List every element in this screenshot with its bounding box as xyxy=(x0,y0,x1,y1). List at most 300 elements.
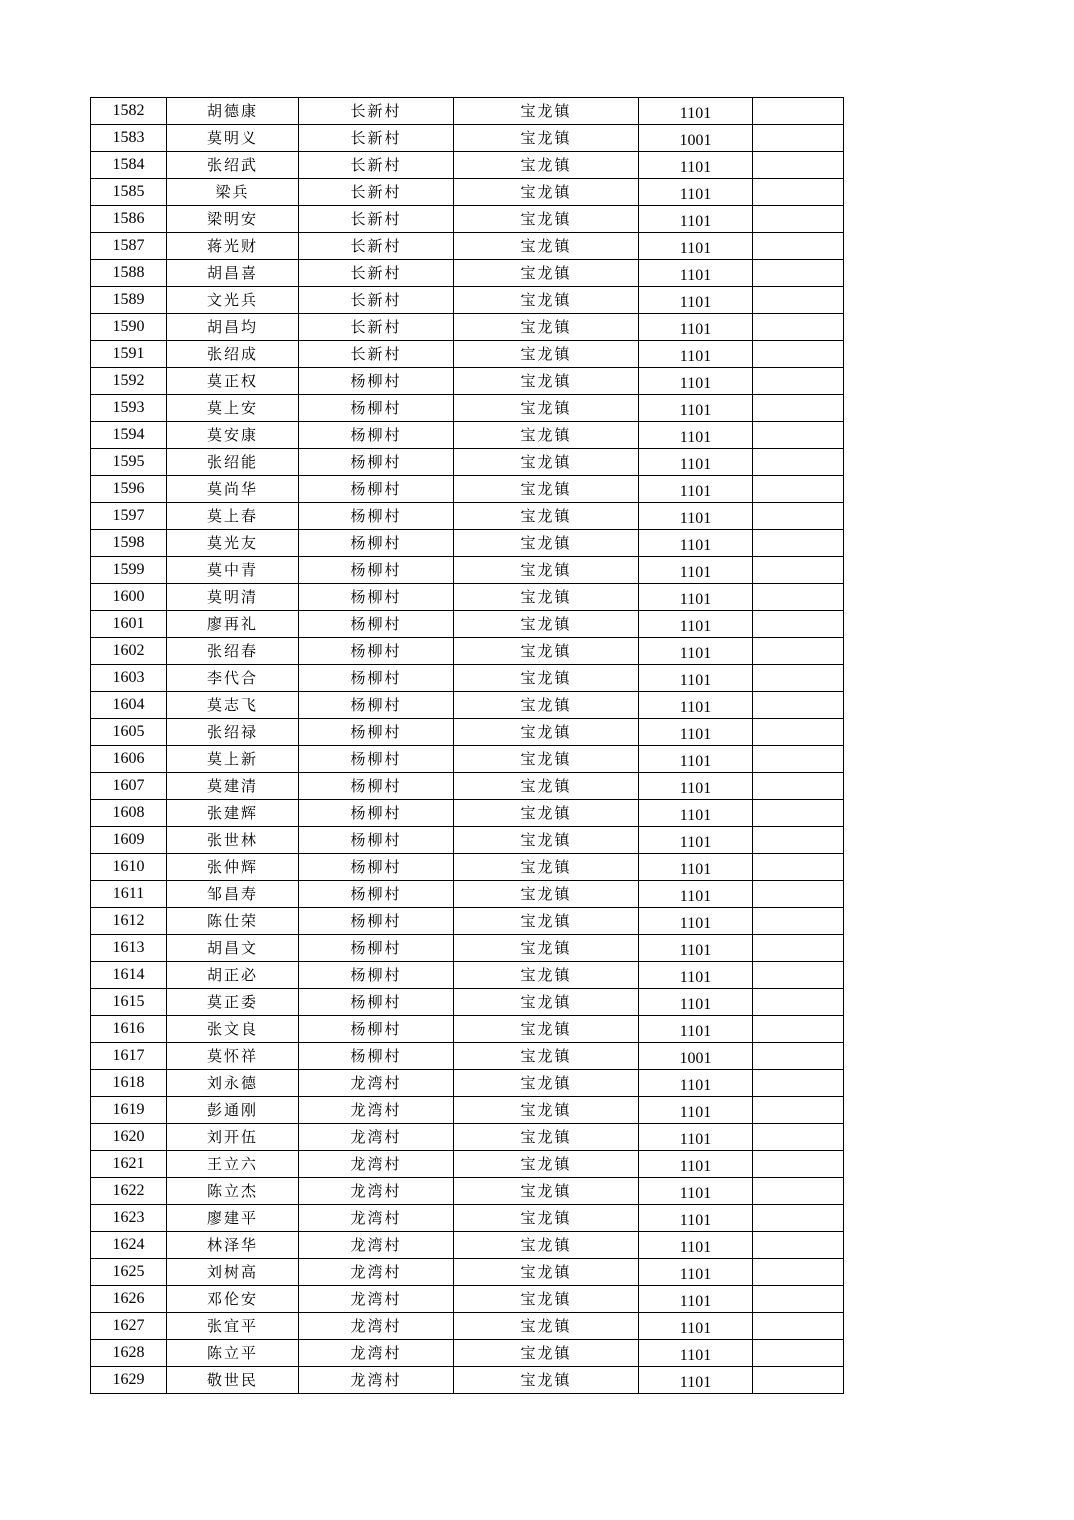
town-cell: 宝龙镇 xyxy=(454,692,639,719)
code-cell: 1001 xyxy=(639,1043,753,1070)
row-number-cell: 1615 xyxy=(91,989,167,1016)
name-cell: 莫尚华 xyxy=(167,476,299,503)
code-cell: 1101 xyxy=(639,989,753,1016)
row-number-cell: 1587 xyxy=(91,233,167,260)
name-cell: 莫上安 xyxy=(167,395,299,422)
town-cell: 宝龙镇 xyxy=(454,827,639,854)
name-cell: 莫正委 xyxy=(167,989,299,1016)
town-cell: 宝龙镇 xyxy=(454,908,639,935)
village-cell: 长新村 xyxy=(299,152,454,179)
village-cell: 龙湾村 xyxy=(299,1259,454,1286)
note-cell xyxy=(753,260,844,287)
code-cell: 1101 xyxy=(639,962,753,989)
village-cell: 杨柳村 xyxy=(299,827,454,854)
row-number-cell: 1606 xyxy=(91,746,167,773)
name-cell: 梁明安 xyxy=(167,206,299,233)
row-number-cell: 1588 xyxy=(91,260,167,287)
name-cell: 陈仕荣 xyxy=(167,908,299,935)
note-cell xyxy=(753,1232,844,1259)
row-number-cell: 1612 xyxy=(91,908,167,935)
note-cell xyxy=(753,1340,844,1367)
row-number-cell: 1592 xyxy=(91,368,167,395)
table-row xyxy=(91,314,844,341)
note-cell xyxy=(753,1124,844,1151)
name-cell: 敬世民 xyxy=(167,1367,299,1394)
town-cell: 宝龙镇 xyxy=(454,989,639,1016)
note-cell xyxy=(753,206,844,233)
code-cell: 1101 xyxy=(639,1232,753,1259)
code-cell: 1101 xyxy=(639,233,753,260)
name-cell: 莫上新 xyxy=(167,746,299,773)
town-cell: 宝龙镇 xyxy=(454,1259,639,1286)
village-cell: 杨柳村 xyxy=(299,422,454,449)
code-cell: 1101 xyxy=(639,665,753,692)
name-cell: 邹昌寿 xyxy=(167,881,299,908)
code-cell: 1101 xyxy=(639,746,753,773)
village-cell: 杨柳村 xyxy=(299,989,454,1016)
row-number-cell: 1625 xyxy=(91,1259,167,1286)
village-cell: 杨柳村 xyxy=(299,638,454,665)
note-cell xyxy=(753,179,844,206)
table-row xyxy=(91,1367,844,1394)
village-cell: 长新村 xyxy=(299,341,454,368)
note-cell xyxy=(753,800,844,827)
note-cell xyxy=(753,1286,844,1313)
code-cell: 1001 xyxy=(639,125,753,152)
name-cell: 张建辉 xyxy=(167,800,299,827)
table-row xyxy=(91,1097,844,1124)
row-number-cell: 1602 xyxy=(91,638,167,665)
town-cell: 宝龙镇 xyxy=(454,584,639,611)
village-cell: 杨柳村 xyxy=(299,584,454,611)
table-row xyxy=(91,287,844,314)
name-cell: 莫中青 xyxy=(167,557,299,584)
code-cell: 1101 xyxy=(639,908,753,935)
row-number-cell: 1604 xyxy=(91,692,167,719)
village-cell: 长新村 xyxy=(299,233,454,260)
village-cell: 长新村 xyxy=(299,98,454,125)
note-cell xyxy=(753,1205,844,1232)
code-cell: 1101 xyxy=(639,206,753,233)
table-row xyxy=(91,854,844,881)
name-cell: 莫光友 xyxy=(167,530,299,557)
table-row xyxy=(91,422,844,449)
table-row xyxy=(91,1151,844,1178)
village-cell: 杨柳村 xyxy=(299,1043,454,1070)
village-cell: 杨柳村 xyxy=(299,746,454,773)
town-cell: 宝龙镇 xyxy=(454,1205,639,1232)
table-row xyxy=(91,638,844,665)
name-cell: 莫志飞 xyxy=(167,692,299,719)
note-cell xyxy=(753,98,844,125)
note-cell xyxy=(753,962,844,989)
name-cell: 莫安康 xyxy=(167,422,299,449)
code-cell: 1101 xyxy=(639,557,753,584)
village-cell: 长新村 xyxy=(299,314,454,341)
village-cell: 杨柳村 xyxy=(299,773,454,800)
table-row xyxy=(91,1124,844,1151)
row-number-cell: 1629 xyxy=(91,1367,167,1394)
note-cell xyxy=(753,1151,844,1178)
code-cell: 1101 xyxy=(639,530,753,557)
table-row xyxy=(91,1232,844,1259)
row-number-cell: 1622 xyxy=(91,1178,167,1205)
village-cell: 龙湾村 xyxy=(299,1340,454,1367)
row-number-cell: 1595 xyxy=(91,449,167,476)
village-cell: 龙湾村 xyxy=(299,1097,454,1124)
note-cell xyxy=(753,530,844,557)
note-cell xyxy=(753,638,844,665)
village-cell: 杨柳村 xyxy=(299,503,454,530)
code-cell: 1101 xyxy=(639,449,753,476)
row-number-cell: 1624 xyxy=(91,1232,167,1259)
town-cell: 宝龙镇 xyxy=(454,800,639,827)
note-cell xyxy=(753,1070,844,1097)
village-cell: 龙湾村 xyxy=(299,1205,454,1232)
row-number-cell: 1585 xyxy=(91,179,167,206)
town-cell: 宝龙镇 xyxy=(454,98,639,125)
note-cell xyxy=(753,773,844,800)
code-cell: 1101 xyxy=(639,1367,753,1394)
table-row xyxy=(91,881,844,908)
code-cell: 1101 xyxy=(639,854,753,881)
code-cell: 1101 xyxy=(639,341,753,368)
note-cell xyxy=(753,611,844,638)
table-row xyxy=(91,665,844,692)
table-row xyxy=(91,476,844,503)
name-cell: 张世林 xyxy=(167,827,299,854)
town-cell: 宝龙镇 xyxy=(454,746,639,773)
note-cell xyxy=(753,1097,844,1124)
town-cell: 宝龙镇 xyxy=(454,638,639,665)
note-cell xyxy=(753,503,844,530)
village-cell: 杨柳村 xyxy=(299,1016,454,1043)
code-cell: 1101 xyxy=(639,1259,753,1286)
village-cell: 杨柳村 xyxy=(299,881,454,908)
note-cell xyxy=(753,989,844,1016)
table-row xyxy=(91,1340,844,1367)
note-cell xyxy=(753,368,844,395)
row-number-cell: 1591 xyxy=(91,341,167,368)
code-cell: 1101 xyxy=(639,1151,753,1178)
row-number-cell: 1626 xyxy=(91,1286,167,1313)
row-number-cell: 1614 xyxy=(91,962,167,989)
table-row xyxy=(91,611,844,638)
name-cell: 彭通刚 xyxy=(167,1097,299,1124)
code-cell: 1101 xyxy=(639,1070,753,1097)
row-number-cell: 1601 xyxy=(91,611,167,638)
name-cell: 胡昌喜 xyxy=(167,260,299,287)
town-cell: 宝龙镇 xyxy=(454,1070,639,1097)
name-cell: 张绍禄 xyxy=(167,719,299,746)
town-cell: 宝龙镇 xyxy=(454,719,639,746)
town-cell: 宝龙镇 xyxy=(454,1097,639,1124)
row-number-cell: 1607 xyxy=(91,773,167,800)
town-cell: 宝龙镇 xyxy=(454,1340,639,1367)
table-row xyxy=(91,233,844,260)
row-number-cell: 1609 xyxy=(91,827,167,854)
table-row xyxy=(91,1259,844,1286)
row-number-cell: 1628 xyxy=(91,1340,167,1367)
name-cell: 张绍春 xyxy=(167,638,299,665)
note-cell xyxy=(753,881,844,908)
table-row xyxy=(91,1070,844,1097)
note-cell xyxy=(753,476,844,503)
table-row xyxy=(91,152,844,179)
note-cell xyxy=(753,935,844,962)
town-cell: 宝龙镇 xyxy=(454,1124,639,1151)
name-cell: 张宜平 xyxy=(167,1313,299,1340)
note-cell xyxy=(753,1016,844,1043)
name-cell: 廖再礼 xyxy=(167,611,299,638)
name-cell: 莫明义 xyxy=(167,125,299,152)
table-row xyxy=(91,206,844,233)
town-cell: 宝龙镇 xyxy=(454,854,639,881)
town-cell: 宝龙镇 xyxy=(454,152,639,179)
table-row xyxy=(91,1205,844,1232)
town-cell: 宝龙镇 xyxy=(454,206,639,233)
code-cell: 1101 xyxy=(639,638,753,665)
name-cell: 廖建平 xyxy=(167,1205,299,1232)
village-cell: 杨柳村 xyxy=(299,908,454,935)
code-cell: 1101 xyxy=(639,1313,753,1340)
table-row xyxy=(91,800,844,827)
row-number-cell: 1598 xyxy=(91,530,167,557)
name-cell: 张文良 xyxy=(167,1016,299,1043)
name-cell: 莫正权 xyxy=(167,368,299,395)
row-number-cell: 1627 xyxy=(91,1313,167,1340)
table-row xyxy=(91,98,844,125)
village-cell: 杨柳村 xyxy=(299,719,454,746)
row-number-cell: 1620 xyxy=(91,1124,167,1151)
table-row xyxy=(91,719,844,746)
town-cell: 宝龙镇 xyxy=(454,449,639,476)
row-number-cell: 1621 xyxy=(91,1151,167,1178)
note-cell xyxy=(753,854,844,881)
town-cell: 宝龙镇 xyxy=(454,1043,639,1070)
name-cell: 张绍能 xyxy=(167,449,299,476)
table-row xyxy=(91,368,844,395)
name-cell: 张仲辉 xyxy=(167,854,299,881)
name-cell: 胡正必 xyxy=(167,962,299,989)
town-cell: 宝龙镇 xyxy=(454,773,639,800)
table-row xyxy=(91,1313,844,1340)
row-number-cell: 1586 xyxy=(91,206,167,233)
note-cell xyxy=(753,233,844,260)
town-cell: 宝龙镇 xyxy=(454,503,639,530)
town-cell: 宝龙镇 xyxy=(454,1313,639,1340)
note-cell xyxy=(753,152,844,179)
code-cell: 1101 xyxy=(639,719,753,746)
code-cell: 1101 xyxy=(639,98,753,125)
village-cell: 龙湾村 xyxy=(299,1178,454,1205)
note-cell xyxy=(753,746,844,773)
row-number-cell: 1583 xyxy=(91,125,167,152)
table-row xyxy=(91,827,844,854)
table-row xyxy=(91,449,844,476)
code-cell: 1101 xyxy=(639,287,753,314)
code-cell: 1101 xyxy=(639,1178,753,1205)
town-cell: 宝龙镇 xyxy=(454,260,639,287)
row-number-cell: 1594 xyxy=(91,422,167,449)
table-row xyxy=(91,503,844,530)
village-cell: 长新村 xyxy=(299,125,454,152)
code-cell: 1101 xyxy=(639,503,753,530)
village-cell: 龙湾村 xyxy=(299,1124,454,1151)
note-cell xyxy=(753,287,844,314)
village-cell: 杨柳村 xyxy=(299,665,454,692)
row-number-cell: 1605 xyxy=(91,719,167,746)
town-cell: 宝龙镇 xyxy=(454,962,639,989)
village-cell: 杨柳村 xyxy=(299,962,454,989)
name-cell: 蒋光财 xyxy=(167,233,299,260)
table-row xyxy=(91,1016,844,1043)
note-cell xyxy=(753,584,844,611)
row-number-cell: 1603 xyxy=(91,665,167,692)
town-cell: 宝龙镇 xyxy=(454,530,639,557)
note-cell xyxy=(753,422,844,449)
town-cell: 宝龙镇 xyxy=(454,368,639,395)
code-cell: 1101 xyxy=(639,368,753,395)
row-number-cell: 1599 xyxy=(91,557,167,584)
village-cell: 龙湾村 xyxy=(299,1070,454,1097)
table-row xyxy=(91,179,844,206)
town-cell: 宝龙镇 xyxy=(454,935,639,962)
code-cell: 1101 xyxy=(639,935,753,962)
row-number-cell: 1617 xyxy=(91,1043,167,1070)
town-cell: 宝龙镇 xyxy=(454,476,639,503)
code-cell: 1101 xyxy=(639,422,753,449)
village-cell: 杨柳村 xyxy=(299,800,454,827)
town-cell: 宝龙镇 xyxy=(454,881,639,908)
village-cell: 长新村 xyxy=(299,206,454,233)
name-cell: 王立六 xyxy=(167,1151,299,1178)
table-row xyxy=(91,773,844,800)
table-row xyxy=(91,935,844,962)
name-cell: 陈立平 xyxy=(167,1340,299,1367)
name-cell: 邓伦安 xyxy=(167,1286,299,1313)
name-cell: 刘永德 xyxy=(167,1070,299,1097)
name-cell: 张绍成 xyxy=(167,341,299,368)
note-cell xyxy=(753,557,844,584)
name-cell: 刘开伍 xyxy=(167,1124,299,1151)
row-number-cell: 1611 xyxy=(91,881,167,908)
name-cell: 陈立杰 xyxy=(167,1178,299,1205)
table-row xyxy=(91,530,844,557)
village-cell: 长新村 xyxy=(299,179,454,206)
village-cell: 杨柳村 xyxy=(299,530,454,557)
row-number-cell: 1618 xyxy=(91,1070,167,1097)
note-cell xyxy=(753,341,844,368)
name-cell: 胡昌文 xyxy=(167,935,299,962)
table-row xyxy=(91,557,844,584)
town-cell: 宝龙镇 xyxy=(454,1178,639,1205)
note-cell xyxy=(753,1178,844,1205)
name-cell: 梁兵 xyxy=(167,179,299,206)
note-cell xyxy=(753,1043,844,1070)
name-cell: 林泽华 xyxy=(167,1232,299,1259)
village-cell: 龙湾村 xyxy=(299,1232,454,1259)
code-cell: 1101 xyxy=(639,179,753,206)
town-cell: 宝龙镇 xyxy=(454,395,639,422)
note-cell xyxy=(753,314,844,341)
town-cell: 宝龙镇 xyxy=(454,665,639,692)
note-cell xyxy=(753,1313,844,1340)
table-row xyxy=(91,746,844,773)
code-cell: 1101 xyxy=(639,827,753,854)
town-cell: 宝龙镇 xyxy=(454,341,639,368)
note-cell xyxy=(753,395,844,422)
row-number-cell: 1597 xyxy=(91,503,167,530)
village-cell: 杨柳村 xyxy=(299,935,454,962)
name-cell: 李代合 xyxy=(167,665,299,692)
town-cell: 宝龙镇 xyxy=(454,179,639,206)
name-cell: 莫建清 xyxy=(167,773,299,800)
note-cell xyxy=(753,692,844,719)
table-row xyxy=(91,395,844,422)
code-cell: 1101 xyxy=(639,584,753,611)
row-number-cell: 1623 xyxy=(91,1205,167,1232)
note-cell xyxy=(753,125,844,152)
name-cell: 刘树高 xyxy=(167,1259,299,1286)
town-cell: 宝龙镇 xyxy=(454,233,639,260)
town-cell: 宝龙镇 xyxy=(454,1016,639,1043)
village-cell: 龙湾村 xyxy=(299,1151,454,1178)
row-number-cell: 1613 xyxy=(91,935,167,962)
code-cell: 1101 xyxy=(639,692,753,719)
village-cell: 杨柳村 xyxy=(299,611,454,638)
village-cell: 杨柳村 xyxy=(299,854,454,881)
row-number-cell: 1589 xyxy=(91,287,167,314)
code-cell: 1101 xyxy=(639,1205,753,1232)
table-row xyxy=(91,584,844,611)
code-cell: 1101 xyxy=(639,152,753,179)
table-row xyxy=(91,1178,844,1205)
table-row xyxy=(91,692,844,719)
code-cell: 1101 xyxy=(639,800,753,827)
row-number-cell: 1582 xyxy=(91,98,167,125)
row-number-cell: 1590 xyxy=(91,314,167,341)
code-cell: 1101 xyxy=(639,476,753,503)
town-cell: 宝龙镇 xyxy=(454,287,639,314)
code-cell: 1101 xyxy=(639,1124,753,1151)
town-cell: 宝龙镇 xyxy=(454,1286,639,1313)
row-number-cell: 1608 xyxy=(91,800,167,827)
code-cell: 1101 xyxy=(639,1097,753,1124)
code-cell: 1101 xyxy=(639,395,753,422)
table-row xyxy=(91,1286,844,1313)
village-cell: 龙湾村 xyxy=(299,1313,454,1340)
table-row xyxy=(91,341,844,368)
name-cell: 莫上春 xyxy=(167,503,299,530)
village-cell: 杨柳村 xyxy=(299,449,454,476)
town-cell: 宝龙镇 xyxy=(454,422,639,449)
name-cell: 胡德康 xyxy=(167,98,299,125)
table-row xyxy=(91,908,844,935)
village-cell: 杨柳村 xyxy=(299,692,454,719)
town-cell: 宝龙镇 xyxy=(454,1367,639,1394)
code-cell: 1101 xyxy=(639,1340,753,1367)
name-cell: 莫怀祥 xyxy=(167,1043,299,1070)
roster-table-body xyxy=(91,98,844,1394)
town-cell: 宝龙镇 xyxy=(454,314,639,341)
table-row xyxy=(91,1043,844,1070)
village-cell: 龙湾村 xyxy=(299,1367,454,1394)
table-row xyxy=(91,989,844,1016)
row-number-cell: 1584 xyxy=(91,152,167,179)
town-cell: 宝龙镇 xyxy=(454,557,639,584)
code-cell: 1101 xyxy=(639,773,753,800)
